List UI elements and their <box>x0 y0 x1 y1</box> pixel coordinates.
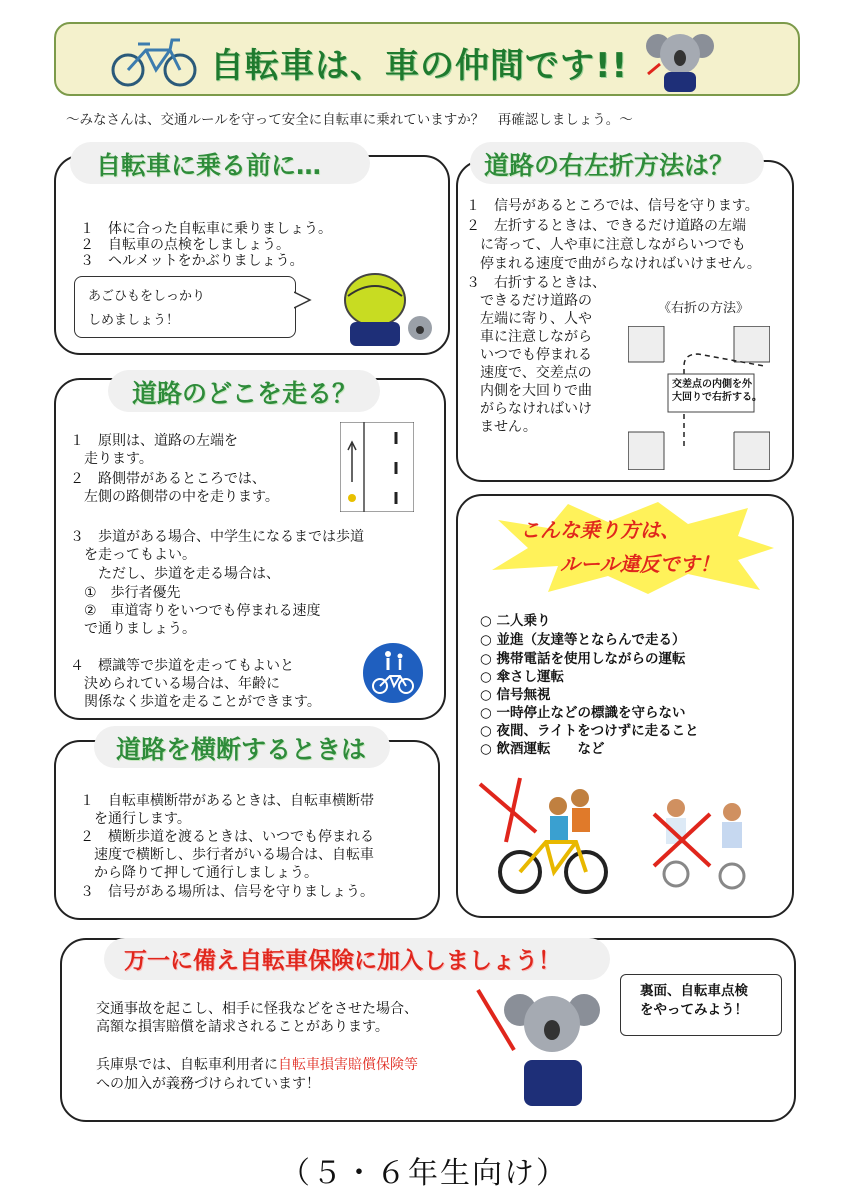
page-title: 自転車は、車の仲間です!! <box>210 46 629 86</box>
where-line-6: を走ってもよい。 <box>70 547 196 563</box>
road-lane-diagram <box>340 422 414 512</box>
where-line-10: で通りましょう。 <box>70 621 196 637</box>
turning-line-1: １ 信号があるところでは、信号を守ります。 <box>466 198 759 214</box>
insurance-p2-prefix: 兵庫県では、自転車利用者に <box>96 1057 278 1073</box>
where-line-9: ② 車道寄りをいつでも停まれる速度 <box>70 603 321 619</box>
insurance-p2-line-2: への加入が義務づけられています！ <box>96 1076 320 1092</box>
where-line-5: ３ 歩道がある場合、中学生になるまでは歩道 <box>70 529 364 545</box>
side-by-side-riders-icon <box>630 790 766 900</box>
where-line-3: ２ 路側帯があるところでは、 <box>70 471 266 487</box>
koala-mascot-icon <box>640 26 720 94</box>
bicycle-pedestrian-sign-icon <box>360 640 426 706</box>
where-line-2: 走ります。 <box>70 451 153 467</box>
grade-footer: （５・６年生向け） <box>280 1156 568 1191</box>
reverse-side-line-2: をやってみよう！ <box>640 1002 748 1018</box>
violation-item-3: ○ 携帯電話を使用しながらの運転 <box>480 651 686 667</box>
violation-item-4: ○ 傘さし運転 <box>480 669 564 685</box>
turning-line-2b: に寄って、人や車に注意しながらいつでも <box>466 237 746 253</box>
where-to-ride-heading: 道路のどこを走る？ <box>132 379 358 408</box>
violation-item-1: ○ 二人乗り <box>480 613 551 629</box>
violation-item-6: ○ 一時停止などの標識を守らない <box>480 705 686 721</box>
turning-line-2c: 停まれる速度で曲がらなければいけません。 <box>466 256 761 272</box>
turning-line-3c: 左端に寄り、人や <box>466 311 592 327</box>
bicycle-icon <box>108 30 200 90</box>
before-riding-item-2: ２ 自転車の点検をしましょう。 <box>80 237 290 253</box>
turning-line-3b: できるだけ道路の <box>466 293 592 309</box>
crossing-line-5: から降りて押して通行しましょう。 <box>80 865 318 881</box>
where-line-4: 左側の路側帯の中を走ります。 <box>70 489 279 505</box>
turning-line-3e: いつでも停まれる <box>466 347 592 363</box>
turning-line-3a: ３ 右折するときは、 <box>466 275 606 291</box>
speech-line-2: しめましょう！ <box>88 313 180 328</box>
reverse-side-line-1: 裏面、自転車点検 <box>640 983 748 999</box>
crossing-line-2: を通行します。 <box>80 811 191 827</box>
diagram-note <box>672 378 762 404</box>
crossing-heading: 道路を横断するときは <box>116 735 367 764</box>
turning-line-3g: 内側を大回りで曲 <box>466 383 592 399</box>
turning-line-2a: ２ 左折するときは、できるだけ道路の左端 <box>466 218 746 234</box>
insurance-p2-highlight: 自転車損害賠償保険等 <box>278 1057 418 1073</box>
violations-heading-1: こんな乗り方は、 <box>520 518 680 542</box>
where-line-7: ただし、歩道を走る場合は、 <box>70 566 280 582</box>
insurance-p1-line-2: 高額な損害賠償を請求されることがあります。 <box>96 1019 389 1035</box>
before-riding-item-3: ３ ヘルメットをかぶりましょう。 <box>80 253 304 269</box>
violation-item-5: ○ 信号無視 <box>480 687 551 703</box>
where-line-1: １ 原則は、道路の左端を <box>70 433 238 449</box>
subtitle: ～みなさんは、交通ルールを守って安全に自転車に乗れていますか？ 再確認しましょう。～ <box>66 112 633 128</box>
crossing-line-4: 速度で横断し、歩行者がいる場合は、自転車 <box>80 847 374 863</box>
insurance-p2-line-1 <box>96 1056 418 1074</box>
turning-line-3f: 速度で、交差点の <box>466 365 592 381</box>
violation-item-2: ○ 並進（友達等とならんで走る） <box>480 632 686 648</box>
violation-item-7: ○ 夜間、ライトをつけずに走ること <box>480 723 699 739</box>
reverse-side-text <box>640 982 748 1020</box>
speech-bubble-tail <box>294 290 312 312</box>
where-line-11: ４ 標識等で歩道を走ってもよいと <box>70 658 294 674</box>
before-riding-item-1: １ 体に合った自転車に乗りましょう。 <box>80 221 332 237</box>
crossing-line-3: ２ 横断歩道を渡るときは、いつでも停まれる <box>80 829 374 845</box>
where-line-13: 関係なく歩道を走ることができます。 <box>70 694 321 710</box>
turning-line-3d: 車に注意しながら <box>466 329 592 345</box>
crossing-line-6: ３ 信号がある場所は、信号を守りましょう。 <box>80 884 374 900</box>
turning-line-3i: ません。 <box>466 419 537 435</box>
helmet-koala-icon <box>330 266 440 350</box>
where-line-12: 決められている場合は、年齢に <box>70 676 280 692</box>
violations-heading-2: ルール違反です！ <box>560 552 720 576</box>
diagram-note-line-2: 大回りで右折する。 <box>672 392 762 403</box>
where-line-8: ① 歩行者優先 <box>70 585 181 601</box>
insurance-p1-line-1: 交通事故を起こし、相手に怪我などをさせた場合、 <box>96 1001 418 1017</box>
turning-line-3h: がらなければいけ <box>466 401 592 417</box>
before-riding-heading: 自転車に乗る前に… <box>96 151 322 180</box>
turning-heading: 道路の右左折方法は？ <box>484 151 735 180</box>
speech-line-1: あごひもをしっかり <box>88 289 206 304</box>
koala-police-icon <box>474 980 620 1108</box>
crossing-line-1: １ 自転車横断帯があるときは、自転車横断帯 <box>80 793 374 809</box>
violation-item-8: ○ 飲酒運転 など <box>480 741 605 757</box>
diagram-note-line-1: 交差点の内側を外 <box>672 379 752 390</box>
two-riders-bicycle-icon <box>476 776 612 900</box>
insurance-heading: 万一に備え自転車保険に加入しましょう！ <box>124 948 561 974</box>
diagram-title: 《右折の方法》 <box>658 301 750 316</box>
